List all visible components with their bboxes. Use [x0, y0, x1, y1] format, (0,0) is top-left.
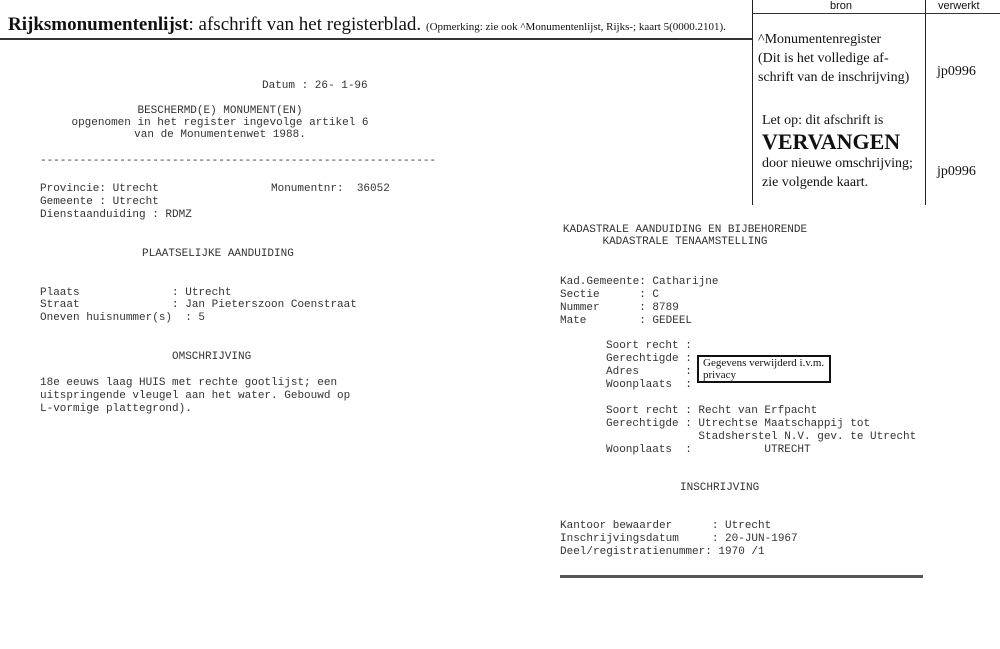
entry-code: jp0996: [937, 164, 976, 179]
section-heading: KADASTRALE AANDUIDING EN BIJBEHORENDE KADASTRALE TENAAMSTELLING: [562, 224, 808, 248]
omschrijving: 18e eeuws laag HUIS met rechte gootlijst; een uitspringende vleugel aan het water. Gebouwd op L-vormige plattegrond).: [40, 377, 351, 415]
recht-1: Soort recht : Gerechtigde : Adres : Woonplaats :: [606, 340, 692, 391]
source-entry-1: ^Monumentenregister (Dit is het volledige af- schrift van de inschrijving): [758, 32, 910, 85]
divider: [752, 0, 753, 205]
section-heading: INSCHRIJVING: [680, 482, 760, 494]
separator: ------------------------------------------------------------: [40, 155, 437, 167]
kadastraal: Kad.Gemeente: Catharijne Sectie : C Nummer : 8789 Mate : GEDEEL: [560, 276, 719, 327]
end-rule: [560, 575, 923, 578]
recht-2: Soort recht : Recht van Erfpacht Gerechtigde : Utrechtse Maatschappij tot Stadsherstel N.V. gev. te Utrecht Woonplaats : UTRECHT: [606, 405, 917, 456]
gemeente: Gemeente : Utrecht: [40, 196, 159, 208]
provincie: Provincie: Utrecht: [40, 183, 159, 195]
title-underline: [0, 38, 752, 40]
dienstaanduiding: Dienstaanduiding : RDMZ: [40, 209, 192, 221]
huisnummer: Oneven huisnummer(s) : 5: [40, 312, 206, 324]
divider: [752, 13, 1000, 14]
heading: BESCHERMD(E) MONUMENT(EN) opgenomen in het register ingevolge artikel 6 van de Monumentenwet 1988.: [71, 105, 369, 141]
col-bron: bron: [830, 0, 853, 12]
straat: Straat : Jan Pieterszoon Coenstraat: [40, 299, 357, 311]
divider: [925, 0, 926, 205]
col-verwerkt: verwerkt: [938, 0, 980, 12]
section-heading: PLAATSELIJKE AANDUIDING: [142, 248, 294, 260]
source-entry-2: Let op: dit afschrift is VERVANGEN door nieuwe omschrijving; zie volgende kaart.: [762, 113, 913, 190]
privacy-note: Gegevens verwijderd i.v.m. privacy: [703, 357, 825, 381]
inschrijving: Kantoor bewaarder : Utrecht Inschrijvingsdatum : 20-JUN-1967 Deel/registratienummer: 1970 /1: [560, 520, 798, 558]
section-heading: OMSCHRIJVING: [172, 351, 252, 363]
monumentnr: Monumentnr: 36052: [271, 183, 390, 195]
page-title: Rijksmonumentenlijst: afschrift van het registerblad. (Opmerking: zie ook ^Monumentenlijst, Rijks-; kaart 5(0000.2101).: [8, 14, 726, 35]
privacy-box: [697, 355, 831, 383]
entry-code: jp0996: [937, 64, 976, 79]
plaats: Plaats : Utrecht: [40, 287, 232, 299]
datum: Datum : 26- 1-96: [262, 80, 368, 92]
